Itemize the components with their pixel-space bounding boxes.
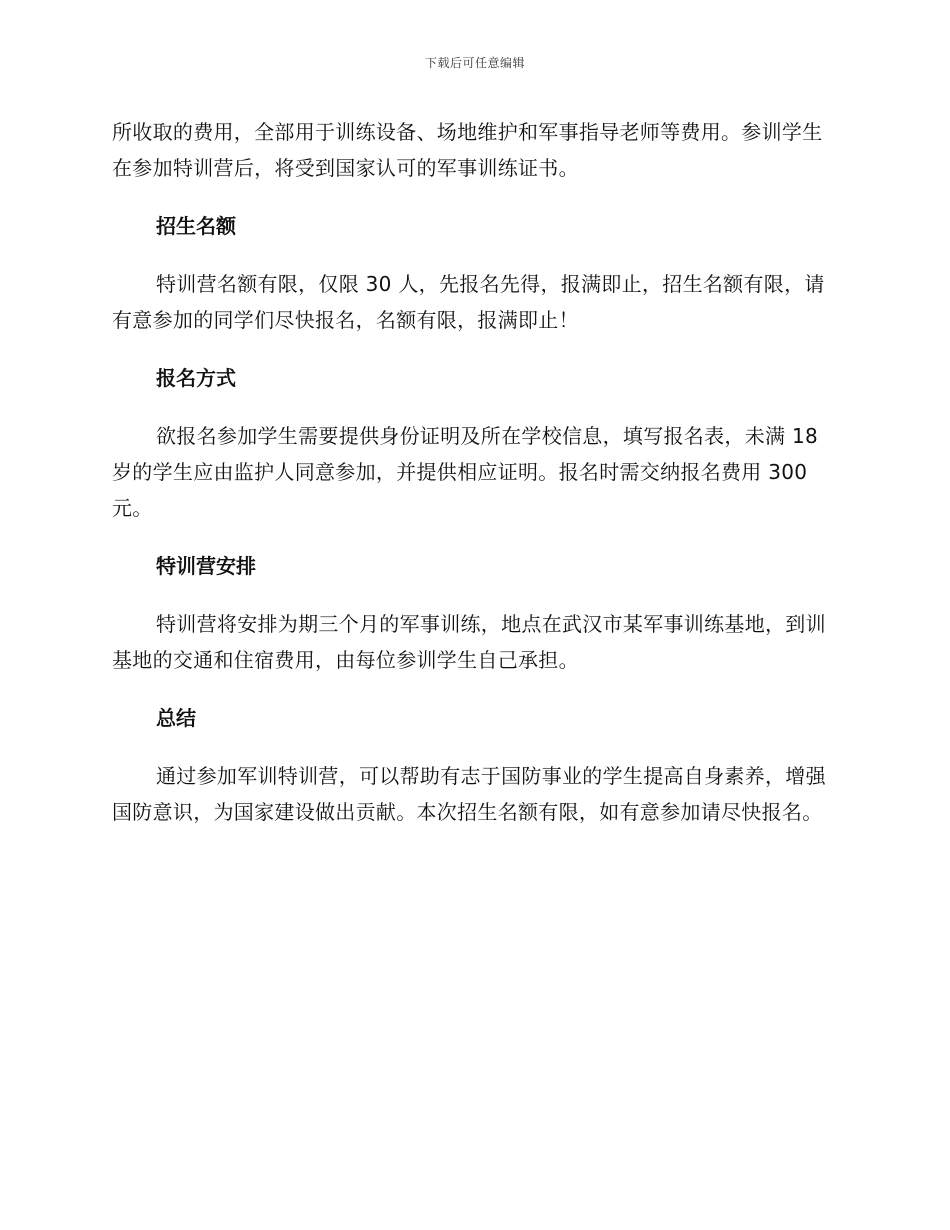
section-paragraph-enrollment-quota: 特训营名额有限，仅限 30 人，先报名先得，报满即止，招生名额有限，请有意参加的同学们尽快报名，名额有限，报满即止！ — [112, 272, 825, 332]
section-heading-camp-arrangement: 特训营安排 — [156, 554, 256, 578]
section-heading-summary: 总结 — [156, 706, 196, 730]
section-paragraph-summary: 通过参加军训特训营，可以帮助有志于国防事业的学生提高自身素养，增强国防意识，为国家建设做出贡献。本次招生名额有限，如有意参加请尽快报名。 — [112, 764, 826, 824]
page-header: 下载后可任意编辑 — [424, 56, 525, 70]
section-heading-enrollment-quota: 招生名额 — [156, 214, 236, 238]
section-paragraph-registration-method: 欲报名参加学生需要提供身份证明及所在学校信息，填写报名表，未满 18 岁的学生应由监护人同意参加，并提供相应证明。报名时需交纳报名费用 300 元。 — [112, 424, 819, 520]
document-body — [112, 114, 840, 830]
section-paragraph-camp-arrangement: 特训营将安排为期三个月的军事训练，地点在武汉市某军事训练基地，到训基地的交通和住宿费用，由每位参训学生自己承担。 — [112, 612, 826, 672]
intro-paragraph: 所收取的费用，全部用于训练设备、场地维护和军事指导老师等费用。参训学生在参加特训营后，将受到国家认可的军事训练证书。 — [112, 120, 823, 180]
section-heading-registration-method: 报名方式 — [156, 366, 236, 390]
